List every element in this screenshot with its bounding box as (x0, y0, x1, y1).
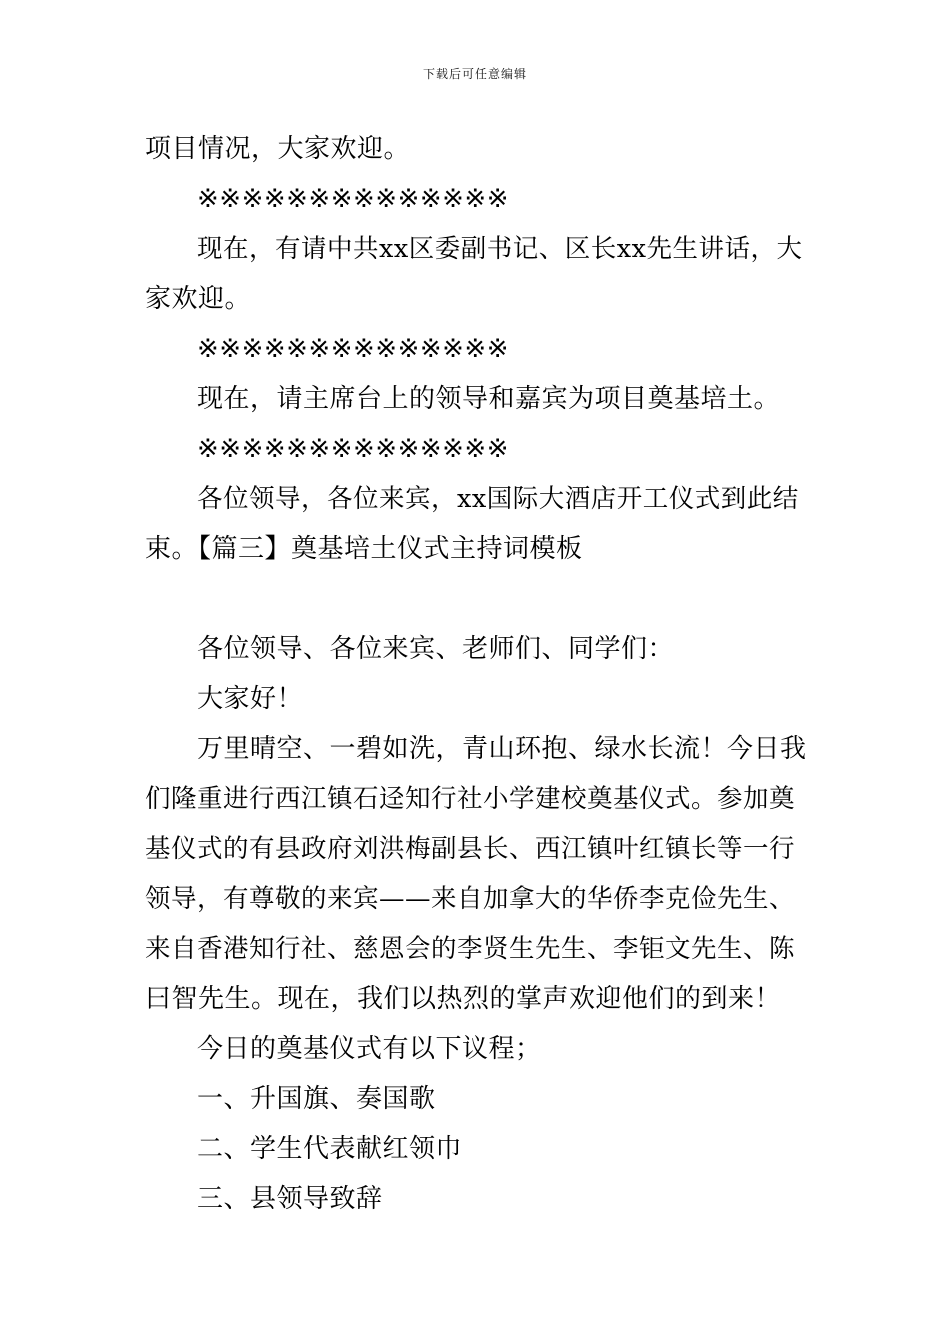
text-line: 领导，有尊敬的来宾——来自加拿大的华侨李克俭先生、 (145, 884, 796, 914)
page-header: 下载后可任意编辑 (422, 67, 527, 81)
text-line: 现在，有请中共xx区委副书记、区长xx先生讲话，大 (197, 234, 803, 264)
text-line: 曰智先生。现在，我们以热烈的掌声欢迎他们的到来！ (145, 984, 782, 1014)
section-title-line: 束。【篇三】奠基培土仪式主持词模板 (145, 534, 583, 564)
text-line: 们隆重进行西江镇石迳知行社小学建校奠基仪式。参加奠 (145, 784, 796, 814)
text-line: 今日的奠基仪式有以下议程； (197, 1034, 542, 1064)
text-line: 万里晴空、一碧如洗，青山环抱、绿水长流！今日我 (197, 734, 807, 764)
text-line: 家欢迎。 (145, 284, 252, 314)
text-line: 现在，请主席台上的领导和嘉宾为项目奠基培土。 (197, 384, 781, 414)
text-line: 各位领导，各位来宾，xx国际大酒店开工仪式到此结 (197, 484, 799, 514)
separator-line: ※※※※※※※※※※※※※※ (197, 334, 509, 364)
agenda-item: 三、县领导致辞 (197, 1184, 383, 1214)
document-body (145, 124, 807, 1224)
text-line: 大家好！ (197, 684, 304, 714)
greeting-line: 各位领导、各位来宾、老师们、同学们： (197, 634, 675, 664)
agenda-item: 一、升国旗、奏国歌 (197, 1084, 436, 1114)
blank-gap (145, 574, 807, 624)
separator-line: ※※※※※※※※※※※※※※ (197, 434, 509, 464)
text-line: 来自香港知行社、慈恩会的李贤生先生、李钜文先生、陈 (145, 934, 796, 964)
separator-line: ※※※※※※※※※※※※※※ (197, 184, 509, 214)
text-line: 基仪式的有县政府刘洪梅副县长、西江镇叶红镇长等一行 (145, 834, 796, 864)
agenda-item: 二、学生代表献红领巾 (197, 1134, 463, 1164)
text-line: 项目情况，大家欢迎。 (145, 134, 411, 164)
